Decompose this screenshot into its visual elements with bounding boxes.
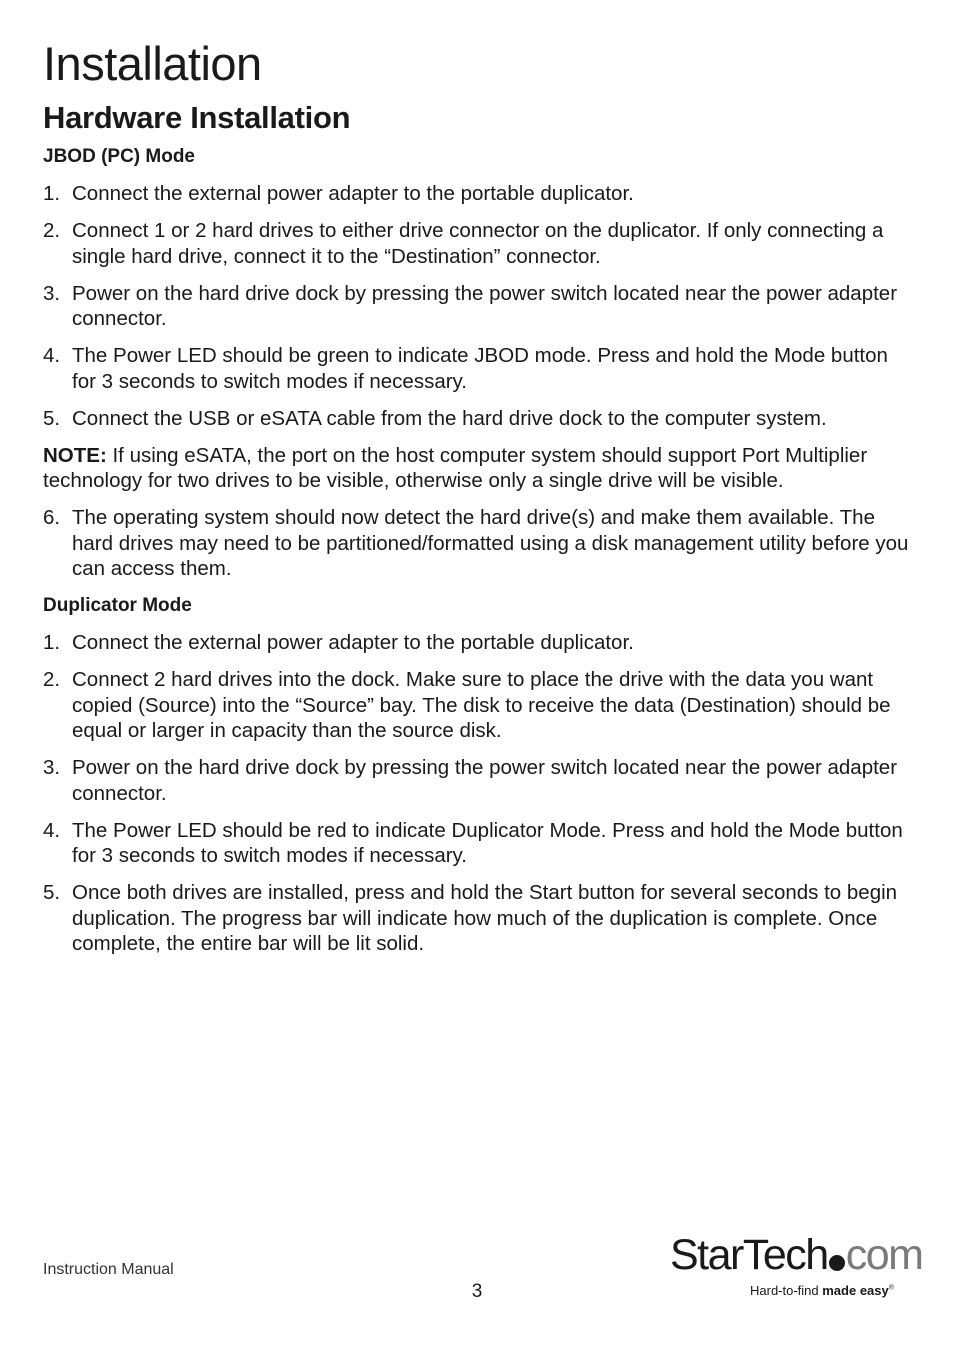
step-number: 4. (43, 818, 61, 842)
step-number: 1. (43, 631, 61, 654)
logo-wordmark (670, 1230, 922, 1280)
step-text: Connect 1 or 2 hard drives to either drive connector on the duplicator. If only connecting a single hard drive, connect it to the “Destination” connector. (72, 219, 884, 268)
list-item (43, 630, 915, 656)
step-text: Once both drives are installed, press and hold the Start button for several seconds to begin duplication. The progress bar will indicate how much of the duplication is complete. Once complete, the entire bar will be lit solid. (72, 881, 898, 955)
step-text: The operating system should now detect the hard drive(s) and make them available. The hard drives may need to be partitioned/formatted using a disk management utility before you can access them. (72, 506, 909, 580)
jbod-steps-list-continued (43, 505, 915, 582)
step-number: 3. (43, 756, 61, 779)
step-text: The Power LED should be red to indicate Duplicator Mode. Press and hold the Mode button for 3 seconds to switch modes if necessary. (72, 818, 903, 867)
step-text: Connect 2 hard drives into the dock. Make sure to place the drive with the data you want copied (Source) into the “Source” bay. The disk to receive the data (Destination) should be equal or larger in capacity than the source disk. (72, 668, 891, 742)
step-number: 5. (43, 881, 61, 904)
step-number: 1. (43, 182, 61, 205)
logo-dot-icon (829, 1255, 845, 1271)
logo-tagline-a: Hard-to-find (750, 1283, 823, 1298)
step-number: 2. (43, 668, 61, 691)
jbod-steps-list (43, 181, 915, 431)
content-body (43, 144, 915, 968)
section-title: Hardware Installation (43, 100, 351, 135)
step-text: Connect the external power adapter to the portable duplicator. (72, 182, 634, 205)
duplicator-steps-list (43, 630, 915, 957)
list-item (43, 281, 915, 332)
step-text: The Power LED should be green to indicate JBOD mode. Press and hold the Mode button for 3 seconds to switch modes if necessary. (72, 344, 888, 393)
jbod-heading: JBOD (PC) Mode (43, 146, 195, 167)
list-item (43, 667, 915, 744)
footer-manual-label: Instruction Manual (43, 1261, 174, 1278)
logo-tagline (750, 1283, 894, 1298)
step-text: Power on the hard drive dock by pressing the power switch located near the power adapter connector. (72, 281, 898, 330)
registered-mark: ® (888, 1284, 894, 1292)
step-number: 4. (43, 344, 61, 367)
list-item (43, 406, 915, 432)
note-label: NOTE: (43, 443, 107, 467)
startech-logo (670, 1230, 923, 1302)
step-number: 5. (43, 406, 61, 430)
list-item (43, 505, 915, 582)
note-text: If using eSATA, the port on the host computer system should support Port Multiplier technology for two drives to be visible, otherwise only a single drive will be visible. (43, 443, 868, 492)
list-item (43, 755, 915, 806)
list-item (43, 218, 915, 269)
list-item (43, 343, 915, 394)
step-number: 2. (43, 219, 61, 242)
step-text: Connect the USB or eSATA cable from the hard drive dock to the computer system. (72, 406, 827, 430)
logo-text-main: StarTech (670, 1231, 828, 1279)
logo-tagline-b: made easy (822, 1283, 889, 1298)
note-paragraph (43, 443, 915, 494)
list-item (43, 880, 915, 957)
step-text: Connect the external power adapter to the portable duplicator. (72, 631, 634, 654)
list-item (43, 181, 915, 207)
duplicator-heading: Duplicator Mode (43, 595, 192, 616)
step-number: 6. (43, 506, 61, 529)
list-item (43, 818, 915, 869)
page-title: Installation (43, 37, 262, 90)
logo-text-com: com (845, 1231, 923, 1279)
page-number: 3 (471, 1281, 483, 1302)
step-number: 3. (43, 281, 61, 305)
step-text: Power on the hard drive dock by pressing the power switch located near the power adapter connector. (72, 756, 898, 805)
